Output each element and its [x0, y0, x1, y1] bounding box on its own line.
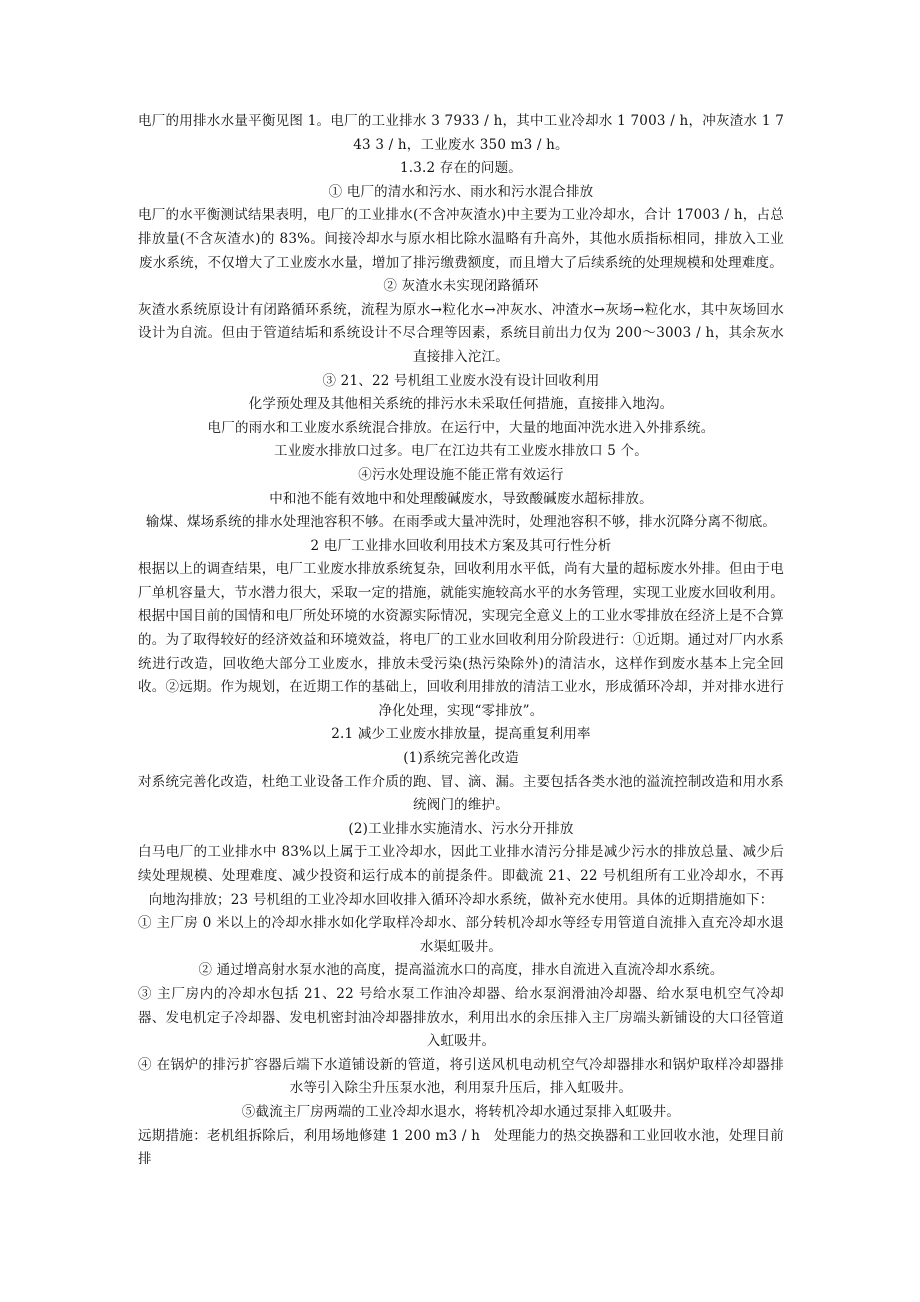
- paragraph-water-balance: 电厂的用排水水量平衡见图 1。电厂的工业排水 3 7933 / h，其中工业冷却水 1 7003 / h，冲灰渣水 1 743 3 / h，工业废水 350 m3 / h。: [138, 113, 784, 153]
- measure-5: ⑤截流主厂房两端的工业冷却水退水，将转机冷却水通过泵排入虹吸井。: [241, 1103, 681, 1120]
- heading-problem-1: ① 电厂的清水和污水、雨水和污水混合排放: [328, 183, 594, 200]
- paragraph-problem-3c: 工业废水排放口过多。电厂在江边共有工业废水排放口 5 个。: [274, 443, 648, 460]
- heading-section-2-1: 2.1 减少工业废水排放量，提高重复利用率: [331, 726, 591, 743]
- paragraph-separate-discharge: 白马电厂的工业排水中 83%以上属于工业冷却水，因此工业排水清污分排是减少污水的排放总量、减少后续处理规模、处理难度、减少投资和运行成本的前提条件。即截流 21、22 号机组所有工业冷却水，不再向地沟排放；23 号机组的工业冷却水回收排入循环冷却水系统，做补充水使用。具体的近期措施如下：: [138, 844, 784, 908]
- paragraph-section-2: 根据以上的调查结果，电厂工业废水排放系统复杂，回收利用水平低，尚有大量的超标废水外排。但由于电厂单机容量大，节水潜力很大，采取一定的措施，就能实施较高水平的水务管理，实现工业废水回收利用。根据中国目前的国情和电厂所处环境的水资源实际情况，实现完全意义上的工业水零排放在经济上是不合算的。为了取得较好的经济效益和环境效益，将电厂的工业水回收利用分阶段进行：①近期。通过对厂内水系统进行改造，回收绝大部分工业废水，排放未受污染(热污染除外)的清洁水，这样作到废水基本上完全回收。②远期。作为规划，在近期工作的基础上，回收利用排放的清洁工业水，形成循环冷却，并对排水进行净化处理，实现“零排放”。: [138, 561, 784, 719]
- document-body: [138, 110, 784, 1172]
- paragraph-problem-3a: 化学预处理及其他相关系统的排污水未采取任何措施，直接排入地沟。: [248, 396, 674, 413]
- paragraph-problem-4a: 中和池不能有效地中和处理酸碱废水，导致酸碱废水超标排放。: [269, 490, 653, 507]
- paragraph-long-term-measures: 远期措施：老机组拆除后，利用场地修建 1 200 m3 / h 处理能力的热交换器和工业回收水池，处理目前排: [138, 1127, 784, 1168]
- heading-system-improvement: (1)系统完善化改造: [403, 750, 519, 767]
- heading-section-2: 2 电厂工业排水回收利用技术方案及其可行性分析: [310, 537, 612, 554]
- paragraph-problem-4b: 输煤、煤场系统的排水处理池容积不够。在雨季或大量冲洗时，处理池容积不够，排水沉降分离不彻底。: [145, 514, 777, 531]
- measure-1: ① 主厂房 0 米以上的冷却水排水如化学取样冷却水、部分转机冷却水等经专用管道自流排入直充冷却水退水渠虹吸井。: [138, 915, 784, 955]
- measure-4: ④ 在锅炉的排污扩容器后端下水道铺设新的管道，将引送风机电动机空气冷却器排水和锅炉取样冷却器排水等引入除尘升压泵水池，利用泵升压后，排入虹吸井。: [138, 1056, 784, 1097]
- paragraph-system-improvement: 对系统完善化改造，杜绝工业设备工作介质的跑、冒、滴、漏。主要包括各类水池的溢流控制改造和用水系统阀门的维护。: [138, 773, 784, 814]
- paragraph-problem-3b: 电厂的雨水和工业废水系统混合排放。在运行中，大量的地面冲洗水进入外排系统。: [207, 419, 715, 436]
- paragraph-problem-1: 电厂的水平衡测试结果表明，电厂的工业排水(不含冲灰渣水)中主要为工业冷却水，合计 17003 / h，占总排放量(不含灰渣水)的 83%。间接冷却水与原水相比除水温略有升高外，其他水质指标相同，排放入工业废水系统，不仅增大了工业废水水量，增加了排污缴费额度，而且增大了后续系统的处理规模和处理难度。: [138, 207, 784, 271]
- heading-separate-discharge: (2)工业排水实施清水、污水分开排放: [348, 820, 574, 837]
- heading-existing-problems: 1.3.2 存在的问题。: [399, 160, 523, 177]
- heading-problem-2: ② 灰渣水未实现闭路循环: [383, 278, 539, 295]
- heading-problem-3: ③ 21、22 号机组工业废水没有设计回收利用: [322, 372, 600, 389]
- heading-problem-4: ④污水处理设施不能正常有效运行: [358, 466, 564, 483]
- measure-3: ③ 主厂房内的冷却水包括 21、22 号给水泵工作油冷却器、给水泵润滑油冷却器、给水泵电机空气冷却器、发电机定子冷却器、发电机密封油冷却器排放水，利用出水的余压排入主厂房端头新铺设的大口径管道入虹吸井。: [138, 985, 784, 1050]
- paragraph-problem-2: 灰渣水系统原设计有闭路循环系统，流程为原水→粒化水→冲灰水、冲渣水→灰场→粒化水，其中灰场回水设计为自流。但由于管道结垢和系统设计不尽合理等因素，系统目前出力仅为 200～3003 / h，其余灰水直接排入沱江。: [138, 301, 784, 365]
- measure-2: ② 通过增高射水泵水池的高度，提高溢流水口的高度，排水自流进入直流冷却水系统。: [198, 962, 724, 979]
